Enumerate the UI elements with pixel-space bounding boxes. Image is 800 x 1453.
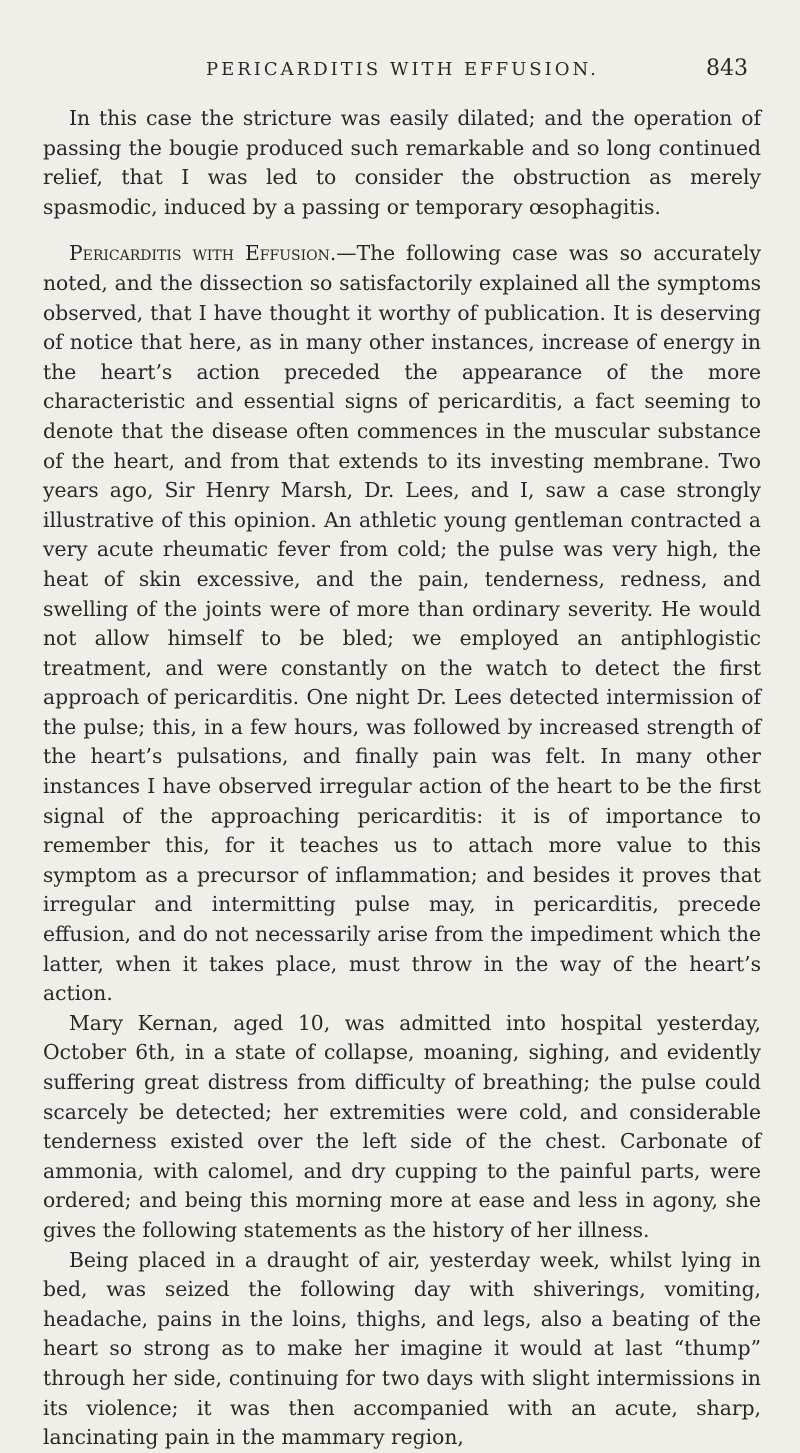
paragraph-text: In this case the stricture was easily dilated; and the operation of passing the bougie produced such remarkable and so long continued relief, that I was led to consider the obstruction as merely spasmodic, induced by a passing or temporary œsophagitis. [43,106,761,219]
paragraph-text: Being placed in a draught of air, yesterday week, whilst lying in bed, was seized the following day with shiverings, vomiting, headache, pains in the loins, thighs, and legs, also a beating of the heart so strong as to make her imagine it would at last “thump” through her side, continuing for two days with slight intermissions in its violence; it was then accompanied with an acute, sharp, lancinating pain in the mammary region, [43,1247,761,1450]
running-title: PERICARDITIS WITH EFFUSION. [206,59,599,80]
paragraph-text: —The following case was so accurately noted, and the dissection so satisfactorily explained all the symptoms observed, that I have thought it worthy of publication. It is deserving of notice that here, as in many other instances, increase of energy in the heart’s action preceded the appearance of the more characteristic and essential signs of pericarditis, a fact seeming to denote that the disease often commences in the muscular substance of the heart, and from that extends to its investing membrane. Two years ago, Sir Henry Marsh, Dr. Lees, and I, saw a case strongly illustrative of this opinion. An athletic young gentleman contracted a very acute rheumatic fever from cold; the pulse was very high, the heat of skin excessive, and the pain, tenderness, redness, and swelling of the joints were of more than ordinary severity. He would not allow himself to be bled; we employed an antiphlogistic treatment, and were constantly on the watch to detect the first approach of pericarditis. One night Dr. Lees detected intermission of the pulse; this, in a few hours, was followed by increased strength of the heart’s pulsations, and finally pain was felt. In many other instances I have observed irregular action of the heart to be the first signal of the approaching pericarditis: it is of importance to remember this, for it teaches us to attach more value to this symptom as a precursor of inflammation; and besides it proves that irregular and intermitting pulse may, in pericarditis, precede effusion, and do not necessarily arise from the impediment which the latter, when it takes place, must throw in the way of the heart’s action. [43,241,761,1006]
running-header [0,55,800,85]
body-text [43,104,761,1453]
section-heading: Pericarditis with Effusion. [69,241,337,266]
paragraph-text: Mary Kernan, aged 10, was admitted into hospital yesterday, October 6th, in a state of collapse, moaning, sighing, and evidently suffering great distress from difficulty of breathing; the pulse could scarcely be detected; her extremities were cold, and considerable tenderness existed over the left side of the chest. Carbonate of ammonia, with calomel, and dry cupping to the painful parts, were ordered; and being this morning more at ease and less in agony, she gives the following statements as the history of her illness. [43,1010,761,1242]
page-number: 843 [706,56,748,81]
paragraph-pericarditis [43,239,761,1008]
paragraph-stricture [43,104,761,222]
paragraph-patient-statement [43,1246,761,1453]
paragraph-case-history [43,1009,761,1246]
